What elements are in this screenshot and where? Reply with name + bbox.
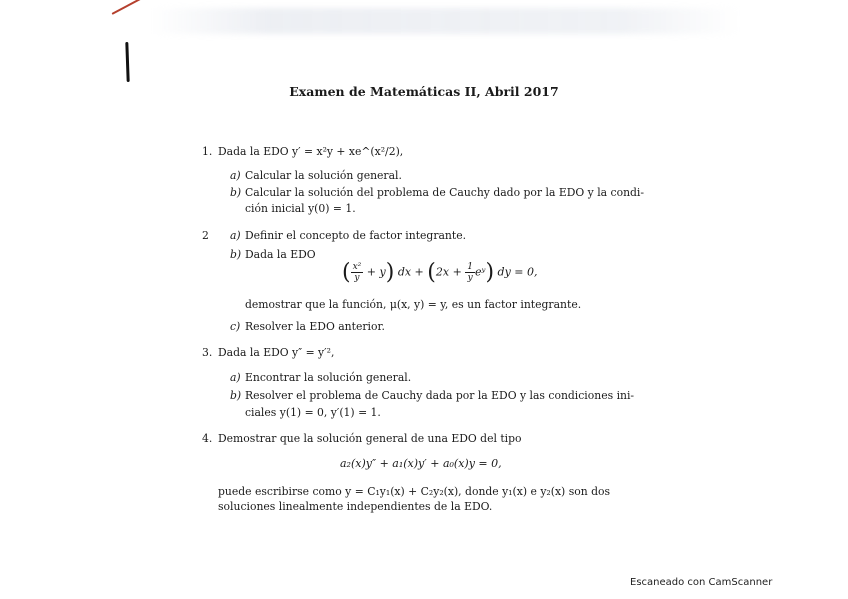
q3-b-label: b) xyxy=(230,389,242,402)
q3-b-text-1: Resolver el problema de Cauchy dada por la EDO y las condiciones ini- xyxy=(245,389,635,402)
q1-stem: Dada la EDO y′ = x²y + xe^(x²/2), xyxy=(218,145,404,158)
q4-text-2: soluciones linealmente independientes de la EDO. xyxy=(218,500,493,513)
q4-stem: Demostrar que la solución general de una EDO del tipo xyxy=(218,432,522,445)
q2-b-after: demostrar que la función, μ(x, y) = y, es un factor integrante. xyxy=(245,298,582,311)
q2-c-label: c) xyxy=(230,320,241,333)
q3-b-text-2: ciales y(1) = 0, y′(1) = 1. xyxy=(245,406,381,419)
q1-number: 1. xyxy=(202,145,213,158)
q1-a-label: a) xyxy=(230,169,241,182)
q4-text-1: puede escribirse como y = C₁y₁(x) + C₂y₂(x), donde y₁(x) e y₂(x) son dos xyxy=(218,485,611,498)
q3-stem: Dada la EDO y″ = y′², xyxy=(218,346,335,359)
q2-b-text: Dada la EDO xyxy=(245,248,316,261)
q1-a-text: Calcular la solución general. xyxy=(245,169,402,182)
q2-a-label: a) xyxy=(230,229,241,242)
black-pen-mark xyxy=(125,42,129,82)
frac-x2-over-y: $\frac{\text{x²}}{y}$ xyxy=(352,262,362,283)
q4-equation: a₂(x)y″ + a₁(x)y′ + a₀(x)y = 0, xyxy=(340,457,502,470)
q3-a-label: a) xyxy=(230,371,241,384)
q1-b-text-1: Calcular la solución del problema de Cauchy dado por la EDO y la condi- xyxy=(245,186,645,199)
q2-equation: ( $\frac{\text{x²}}{y}$ + y) dx + (2x + $\frac{1}{y}$ eʸ) dy = 0, xyxy=(342,260,538,285)
camscanner-watermark: Escaneado con CamScanner xyxy=(630,577,773,588)
frac-1-over-y: $\frac{1}{y}$ xyxy=(467,262,474,283)
q3-number: 3. xyxy=(202,346,213,359)
q3-a-text: Encontrar la solución general. xyxy=(245,371,412,384)
q1-b-text-2: ción inicial y(0) = 1. xyxy=(245,202,356,215)
q4-number: 4. xyxy=(202,432,213,445)
q1-b-label: b) xyxy=(230,186,242,199)
q2-a-text: Definir el concepto de factor integrante. xyxy=(245,229,467,242)
scan-smudge xyxy=(150,8,740,34)
q2-c-text: Resolver la EDO anterior. xyxy=(245,320,385,333)
q2-number: 2 xyxy=(202,229,209,242)
red-pen-mark xyxy=(112,0,146,15)
exam-title: Examen de Matemáticas II, Abril 2017 xyxy=(289,84,559,99)
q2-b-label: b) xyxy=(230,248,242,261)
